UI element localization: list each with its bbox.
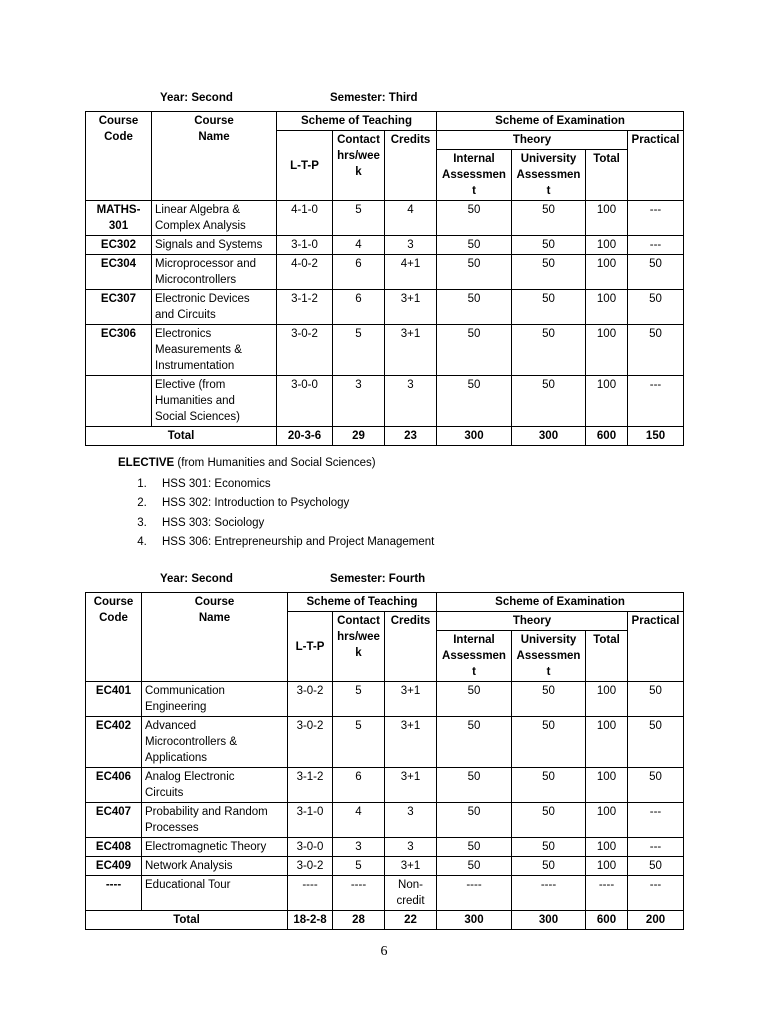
cell-contact: 5 [333,201,385,236]
header-credits: Credits [385,131,437,201]
cell-credits: 3+1 [385,682,437,717]
cell-total: 100 [586,376,628,427]
elective-heading [118,454,434,474]
course-row [86,876,684,911]
cell-practical: --- [628,236,684,255]
header-theory: Theory [437,131,628,150]
cell-practical: --- [628,376,684,427]
cell-code: EC304 [86,255,152,290]
cell-credits: 3+1 [385,857,437,876]
header-university: University Assessmen t [512,631,586,682]
total-label: Total [86,911,288,930]
cell-practical: 50 [628,290,684,325]
total-university: 300 [512,911,586,930]
header-scheme-exam: Scheme of Examination [437,593,684,612]
cell-name: Network Analysis [142,857,288,876]
cell-credits: 4+1 [385,255,437,290]
header-course-code: Course Code [86,593,142,682]
header-ltp: L-T-P [277,131,333,201]
header-university: University Assessmen t [512,150,586,201]
cell-university: 50 [512,857,586,876]
cell-name: Communication Engineering [142,682,288,717]
cell-code [86,376,152,427]
cell-university: 50 [512,376,586,427]
cell-contact: 5 [333,325,385,376]
total-internal: 300 [437,427,512,446]
cell-internal: 50 [437,236,512,255]
cell-code: EC406 [86,768,142,803]
total-contact: 28 [333,911,385,930]
sem3-year: Year: Second [160,92,233,104]
cell-contact: 3 [333,838,385,857]
elective-section [118,454,434,553]
course-row [86,255,684,290]
cell-total: 100 [586,838,628,857]
elective-item: 4. HSS 306: Entrepreneurship and Project Management [150,533,434,553]
cell-internal: 50 [437,325,512,376]
header-course-name: Course Name [142,593,288,682]
cell-ltp: 3-0-2 [288,717,333,768]
header-internal: Internal Assessmen t [437,631,512,682]
total-row [86,911,684,930]
cell-name: Electronics Measurements & Instrumentation [152,325,277,376]
header-practical: Practical [628,612,684,682]
header-ltp: L-T-P [288,612,333,682]
cell-practical: --- [628,803,684,838]
total-internal: 300 [437,911,512,930]
total-ltp: 20-3-6 [277,427,333,446]
cell-internal: 50 [437,717,512,768]
total-credits: 23 [385,427,437,446]
cell-internal: 50 [437,768,512,803]
cell-code: ---- [86,876,142,911]
cell-university: 50 [512,201,586,236]
total-contact: 29 [333,427,385,446]
total-row [86,427,684,446]
course-row [86,201,684,236]
header-credits: Credits [385,612,437,682]
cell-internal: 50 [437,682,512,717]
sem3-table [85,111,684,446]
course-row [86,682,684,717]
course-row [86,290,684,325]
cell-name: Microprocessor and Microcontrollers [152,255,277,290]
course-row [86,838,684,857]
course-row [86,857,684,876]
cell-university: 50 [512,290,586,325]
cell-total: 100 [586,803,628,838]
cell-code: EC401 [86,682,142,717]
elective-heading-bold: ELECTIVE [118,457,175,469]
header-course-name: Course Name [152,112,277,201]
cell-contact: 5 [333,857,385,876]
sem4-semester: Semester: Fourth [330,573,426,585]
cell-credits: 3+1 [385,768,437,803]
cell-contact: 5 [333,717,385,768]
cell-ltp: 3-1-0 [288,803,333,838]
cell-practical: 50 [628,325,684,376]
cell-total: 100 [586,325,628,376]
cell-total: 100 [586,682,628,717]
cell-credits: 3+1 [385,717,437,768]
cell-total: 100 [586,255,628,290]
cell-code: EC407 [86,803,142,838]
cell-code: EC307 [86,290,152,325]
cell-internal: 50 [437,857,512,876]
cell-code: EC408 [86,838,142,857]
total-practical: 150 [628,427,684,446]
course-row [86,768,684,803]
cell-contact: ---- [333,876,385,911]
cell-practical: --- [628,838,684,857]
cell-name: Probability and Random Processes [142,803,288,838]
cell-ltp: 3-0-0 [288,838,333,857]
course-row [86,717,684,768]
cell-ltp: 3-0-2 [288,682,333,717]
header-contact: Contact hrs/wee k [333,612,385,682]
cell-name: Educational Tour [142,876,288,911]
cell-name: Analog Electronic Circuits [142,768,288,803]
cell-code: EC306 [86,325,152,376]
cell-total: 100 [586,290,628,325]
cell-university: 50 [512,768,586,803]
cell-practical: --- [628,201,684,236]
cell-practical: 50 [628,857,684,876]
cell-contact: 4 [333,236,385,255]
header-scheme-teaching: Scheme of Teaching [277,112,437,131]
cell-total: 100 [586,236,628,255]
cell-credits: 3 [385,236,437,255]
cell-ltp: 3-1-2 [288,768,333,803]
course-row [86,803,684,838]
cell-name: Signals and Systems [152,236,277,255]
header-internal: Internal Assessmen t [437,150,512,201]
header-scheme-exam: Scheme of Examination [437,112,684,131]
cell-university: 50 [512,255,586,290]
cell-university: 50 [512,325,586,376]
header-theory: Theory [437,612,628,631]
cell-practical: 50 [628,255,684,290]
total-ltp: 18-2-8 [288,911,333,930]
cell-total: ---- [586,876,628,911]
header-contact: Contact hrs/wee k [333,131,385,201]
header-practical: Practical [628,131,684,201]
cell-internal: 50 [437,290,512,325]
cell-code: EC409 [86,857,142,876]
header-total: Total [586,150,628,201]
total-practical: 200 [628,911,684,930]
cell-university: 50 [512,682,586,717]
cell-internal: 50 [437,255,512,290]
elective-item: 3. HSS 303: Sociology [150,514,434,534]
cell-university: ---- [512,876,586,911]
cell-ltp: 3-0-2 [288,857,333,876]
cell-ltp: 3-0-0 [277,376,333,427]
total-label: Total [86,427,277,446]
cell-code: MATHS- 301 [86,201,152,236]
cell-name: Elective (from Humanities and Social Sciences) [152,376,277,427]
cell-credits: 3 [385,838,437,857]
cell-credits: 4 [385,201,437,236]
cell-credits: 3 [385,803,437,838]
header-scheme-teaching: Scheme of Teaching [288,593,437,612]
header-total: Total [586,631,628,682]
cell-practical: --- [628,876,684,911]
cell-contact: 6 [333,290,385,325]
cell-practical: 50 [628,682,684,717]
cell-name: Advanced Microcontrollers & Applications [142,717,288,768]
header-course-code: Course Code [86,112,152,201]
course-row [86,325,684,376]
cell-internal: ---- [437,876,512,911]
cell-credits: 3+1 [385,325,437,376]
cell-ltp: 3-1-2 [277,290,333,325]
cell-ltp: ---- [288,876,333,911]
cell-contact: 5 [333,682,385,717]
cell-code: EC302 [86,236,152,255]
cell-name: Electronic Devices and Circuits [152,290,277,325]
cell-credits: Non- credit [385,876,437,911]
page-number: 6 [380,944,388,959]
cell-name: Linear Algebra & Complex Analysis [152,201,277,236]
cell-ltp: 3-0-2 [277,325,333,376]
sem3-semester: Semester: Third [330,92,418,104]
elective-list [118,475,434,553]
cell-ltp: 4-0-2 [277,255,333,290]
cell-name: Electromagnetic Theory [142,838,288,857]
cell-contact: 6 [333,255,385,290]
cell-practical: 50 [628,768,684,803]
total-university: 300 [512,427,586,446]
cell-internal: 50 [437,838,512,857]
elective-heading-rest: (from Humanities and Social Sciences) [174,457,376,469]
cell-practical: 50 [628,717,684,768]
cell-ltp: 3-1-0 [277,236,333,255]
cell-credits: 3+1 [385,290,437,325]
cell-total: 100 [586,768,628,803]
cell-internal: 50 [437,803,512,838]
total-credits: 22 [385,911,437,930]
cell-total: 100 [586,201,628,236]
sem4-year: Year: Second [160,573,233,585]
cell-ltp: 4-1-0 [277,201,333,236]
total-total: 600 [586,427,628,446]
cell-contact: 4 [333,803,385,838]
cell-university: 50 [512,803,586,838]
cell-internal: 50 [437,201,512,236]
cell-university: 50 [512,838,586,857]
course-row [86,376,684,427]
cell-contact: 3 [333,376,385,427]
elective-item: 1. HSS 301: Economics [150,475,434,495]
course-row [86,236,684,255]
cell-code: EC402 [86,717,142,768]
cell-university: 50 [512,236,586,255]
cell-contact: 6 [333,768,385,803]
cell-university: 50 [512,717,586,768]
cell-internal: 50 [437,376,512,427]
cell-total: 100 [586,857,628,876]
sem4-table [85,592,684,930]
elective-item: 2. HSS 302: Introduction to Psychology [150,494,434,514]
cell-total: 100 [586,717,628,768]
cell-credits: 3 [385,376,437,427]
total-total: 600 [586,911,628,930]
